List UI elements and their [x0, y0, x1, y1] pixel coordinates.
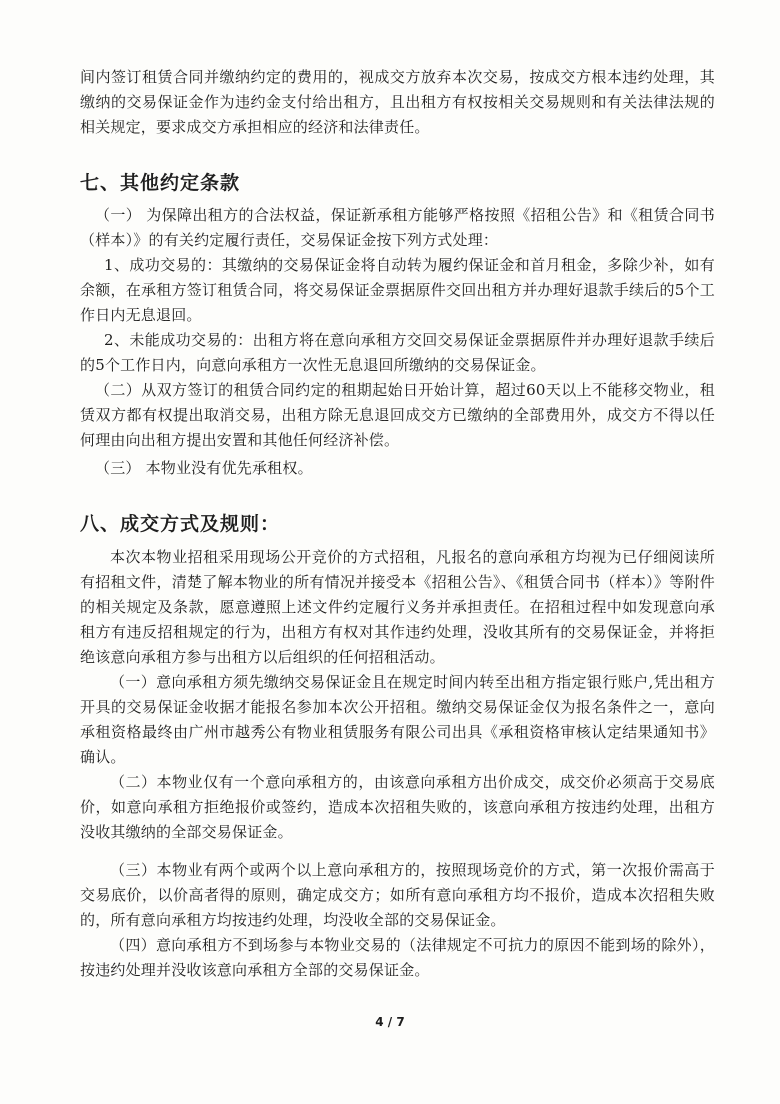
- paragraph-8-1: （一）意向承租方须先缴纳交易保证金且在规定时间内转至出租方指定银行账户,凭出租方开具的交易保证金收据才能报名参加本次公开招租。缴纳交易保证金仅为报名条件之一，意向承租资格最终由广州市越秀公有物业租赁服务有限公司出具《承租资格审核认定结果通知书》确认。: [80, 673, 715, 766]
- section-heading-7: 七、其他约定条款: [80, 172, 241, 194]
- paragraph-7-1: （一） 为保障出租方的合法权益，保证新承租方能够严格按照《招租公告》和《租赁合同书（样本）》的有关约定履行责任，交易保证金按下列方式处理：: [80, 206, 715, 249]
- paragraph-7-1-item-2: 2、未能成功交易的：出租方将在意向承租方交回交易保证金票据原件并办理好退款手续后的5个工作日内，向意向承租方一次性无息退回所缴纳的交易保证金。: [80, 331, 715, 374]
- paragraph-8-3: （三）本物业有两个或两个以上意向承租方的，按照现场竞价的方式，第一次报价需高于交易底价，以价高者得的原则，确定成交方；如所有意向承租方均不报价，造成本次招租失败的，所有意向承租方均按违约处理，均没收全部的交易保证金。: [80, 861, 715, 929]
- section-heading-8: 八、成交方式及规则：: [80, 513, 281, 535]
- paragraph-7-1-item-1: 1、成功交易的：其缴纳的交易保证金将自动转为履约保证金和首月租金，多除少补，如有余额，在承租方签订租赁合同，将交易保证金票据原件交回出租方并办理好退款手续后的5个工作日内无息退回。: [80, 256, 715, 324]
- paragraph-7-3: （三） 本物业没有优先承租权。: [95, 459, 313, 477]
- paragraph-8-intro: 本次本物业招租采用现场公开竞价的方式招租，凡报名的意向承租方均视为已仔细阅读所有招租文件，清楚了解本物业的所有情况并接受本《招租公告》、《租赁合同书（样本）》等附件的相关规定及条款，愿意遵照上述文件约定履行义务并承担责任。在招租过程中如发现意向承租方有违反招租规定的行为，出租方有权对其作违约处理，没收其所有的交易保证金，并将拒绝该意向承租方参与出租方以后组织的任何招租活动。: [80, 548, 715, 666]
- paragraph-continuation: 间内签订租赁合同并缴纳约定的费用的，视成交方放弃本次交易，按成交方根本违约处理，其缴纳的交易保证金作为违约金支付给出租方，且出租方有权按相关交易规则和有关法律法规的相关规定，要求成交方承担相应的经济和法律责任。: [80, 68, 715, 136]
- paragraph-8-2: （二）本物业仅有一个意向承租方的，由该意向承租方出价成交，成交价必须高于交易底价，如意向承租方拒绝报价或签约，造成本次招租失败的，该意向承租方按违约处理，出租方没收其缴纳的全部交易保证金。: [80, 773, 715, 841]
- page-number: 4 / 7: [375, 1015, 405, 1029]
- paragraph-8-4: （四）意向承租方不到场参与本物业交易的（法律规定不可抗力的原因不能到场的除外），按违约处理并没收该意向承租方全部的交易保证金。: [80, 936, 715, 979]
- paragraph-7-2: （二）从双方签订的租赁合同约定的租期起始日开始计算，超过60天以上不能移交物业，租赁双方都有权提出取消交易，出租方除无息退回成交方已缴纳的全部费用外，成交方不得以任何理由向出租方提出安置和其他任何经济补偿。: [80, 381, 715, 449]
